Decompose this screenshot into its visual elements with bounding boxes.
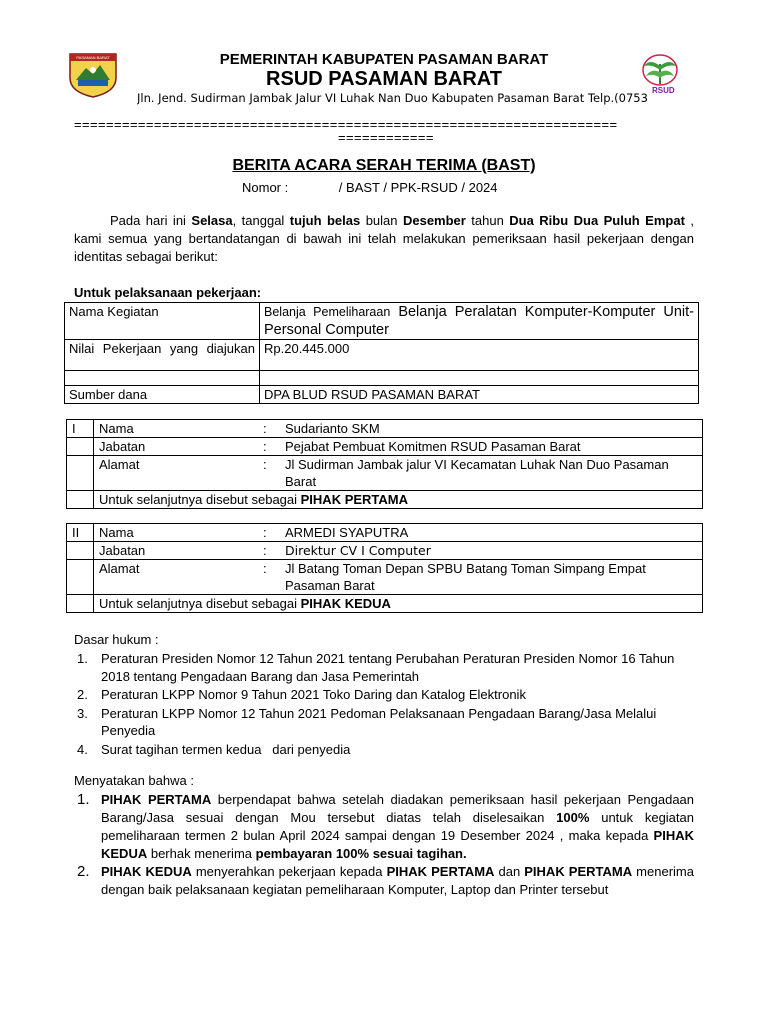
table-cell-label: Nama Kegiatan — [65, 303, 260, 340]
statement-list — [74, 791, 694, 899]
table-cell-label: Jabatan — [94, 542, 259, 560]
party-number — [67, 595, 94, 613]
document-title: BERITA ACARA SERAH TERIMA (BAST) — [232, 157, 536, 174]
statement-heading: Menyatakan bahwa : — [74, 773, 194, 788]
table-cell-value: Jl Sudirman Jambak jalur VI Kecamatan Luhak Nan Duo Pasaman Barat — [280, 456, 703, 491]
table-row — [65, 303, 699, 340]
party-number: II — [67, 524, 94, 542]
list-item: 2. Peraturan LKPP Nomor 9 Tahun 2021 Toko Daring dan Katalog Elektronik — [77, 687, 526, 702]
party-number — [67, 438, 94, 456]
colon: : — [258, 420, 280, 438]
list-item: 1. PIHAK PERTAMA berpendapat bahwa setelah diadakan pemeriksaan hasil pekerjaan Pengadaan Barang/Jasa sesuai dengan Mou tersebut diatas telah diselesaikan 100% untuk kegiatan pemeliharaan termen 2 bulan April 2024 sampai dengan 19 Desember 2024 , maka kepada PIHAK KEDUA berhak menerima pembayaran 100% sesuai tagihan. — [77, 791, 695, 861]
table-row — [67, 524, 703, 542]
table-cell-value: DPA BLUD RSUD PASAMAN BARAT — [260, 386, 699, 404]
table-cell-value: Rp.20.445.000 — [260, 340, 699, 371]
list-item: 2. PIHAK KEDUA menyerahkan pekerjaan kepada PIHAK PERTAMA dan PIHAK PERTAMA menerima dengan baik pelaksanaan kegiatan pemeliharaan Komputer, Laptop dan Printer tersebut — [77, 863, 694, 897]
day: Selasa — [191, 213, 233, 228]
party-one-table — [66, 419, 703, 509]
hospital-name: RSUD PASAMAN BARAT — [266, 68, 502, 90]
table-cell-value: Sudarianto SKM — [280, 420, 703, 438]
party-two-table — [66, 523, 703, 613]
table-row — [65, 371, 699, 386]
colon: : — [258, 560, 280, 595]
work-table — [64, 302, 699, 404]
document-number: Nomor : / BAST / PPK-RSUD / 2024 — [242, 180, 498, 195]
table-cell-label: Nama — [94, 524, 259, 542]
month: Desember — [402, 213, 466, 228]
table-cell-value: ARMEDI SYAPUTRA — [280, 524, 703, 542]
colon: : — [258, 438, 280, 456]
list-item: 4. Surat tagihan termen kedua dari penyedia — [77, 741, 351, 757]
date: tujuh belas — [289, 213, 361, 228]
table-cell-value: Direktur CV I Computer — [280, 542, 703, 560]
table-cell-label: Nilai Pekerjaan yang diajukan — [65, 340, 260, 371]
table-row — [67, 595, 703, 613]
colon: : — [258, 524, 280, 542]
table-cell-label: Alamat — [94, 560, 259, 595]
address-line: Jln. Jend. Sudirman Jambak Jalur VI Luhak Nan Duo Kabupaten Pasaman Barat Telp.(0753 — [137, 91, 648, 105]
table-row — [67, 542, 703, 560]
table-row — [67, 456, 703, 491]
table-cell-label: Sumber dana — [65, 386, 260, 404]
party-designation: Untuk selanjutnya disebut sebagai PIHAK KEDUA — [94, 595, 703, 613]
colon: : — [258, 456, 280, 491]
table-cell-label — [65, 371, 260, 386]
section-heading: Untuk pelaksanaan pekerjaan: — [74, 285, 262, 300]
list-item: 3. Peraturan LKPP Nomor 12 Tahun 2021 Pedoman Pelaksanaan Pengadaan Barang/Jasa Melalui Penyedia — [77, 705, 657, 738]
table-cell-value — [260, 371, 699, 386]
party-number — [67, 542, 94, 560]
list-item: 1. Peraturan Presiden Nomor 12 Tahun 2021 tentang Perubahan Peraturan Presiden Nomor 16 Tahun 2018 tentang Pengadaan Barang dan Jasa Pemerintah — [77, 651, 675, 684]
header-separator-continued: ============ — [338, 130, 434, 145]
year: Dua Ribu Dua Puluh Empat — [509, 213, 685, 228]
table-row — [67, 420, 703, 438]
logo-caption-rsud: RSUD — [652, 86, 675, 95]
colon: : — [258, 542, 280, 560]
table-row — [65, 386, 699, 404]
header-separator: ==================================================================== — [74, 117, 618, 132]
table-cell-label: Alamat — [94, 456, 259, 491]
table-row — [67, 560, 703, 595]
table-cell-value: Belanja Pemeliharaan Belanja Peralatan Komputer-Komputer Unit-Personal Computer — [260, 303, 699, 340]
table-cell-label: Jabatan — [94, 438, 259, 456]
party-number — [67, 491, 94, 509]
table-row — [67, 438, 703, 456]
legal-basis-heading: Dasar hukum : — [74, 632, 159, 647]
table-cell-value: Jl Batang Toman Depan SPBU Batang Toman Simpang Empat Pasaman Barat — [280, 560, 703, 595]
table-cell-label: Nama — [94, 420, 259, 438]
party-number — [67, 560, 94, 595]
table-row — [67, 491, 703, 509]
government-name: PEMERINTAH KABUPATEN PASAMAN BARAT — [219, 51, 549, 68]
table-cell-value: Pejabat Pembuat Komitmen RSUD Pasaman Barat — [280, 438, 703, 456]
opening-paragraph: Pada hari ini Selasa, tanggal tujuh belas bulan Desember tahun Dua Ribu Dua Puluh Empat , kami semua yang bertandatangan di bawah ini telah melakukan pemeriksaan hasil pekerjaan dengan identitas sebagai berikut: — [74, 213, 694, 264]
party-number — [67, 456, 94, 491]
legal-basis-list — [74, 650, 694, 759]
party-designation: Untuk selanjutnya disebut sebagai PIHAK PERTAMA — [94, 491, 703, 509]
logo-caption: PASAMAN BARAT — [76, 55, 110, 60]
party-number: I — [67, 420, 94, 438]
table-row — [65, 340, 699, 371]
